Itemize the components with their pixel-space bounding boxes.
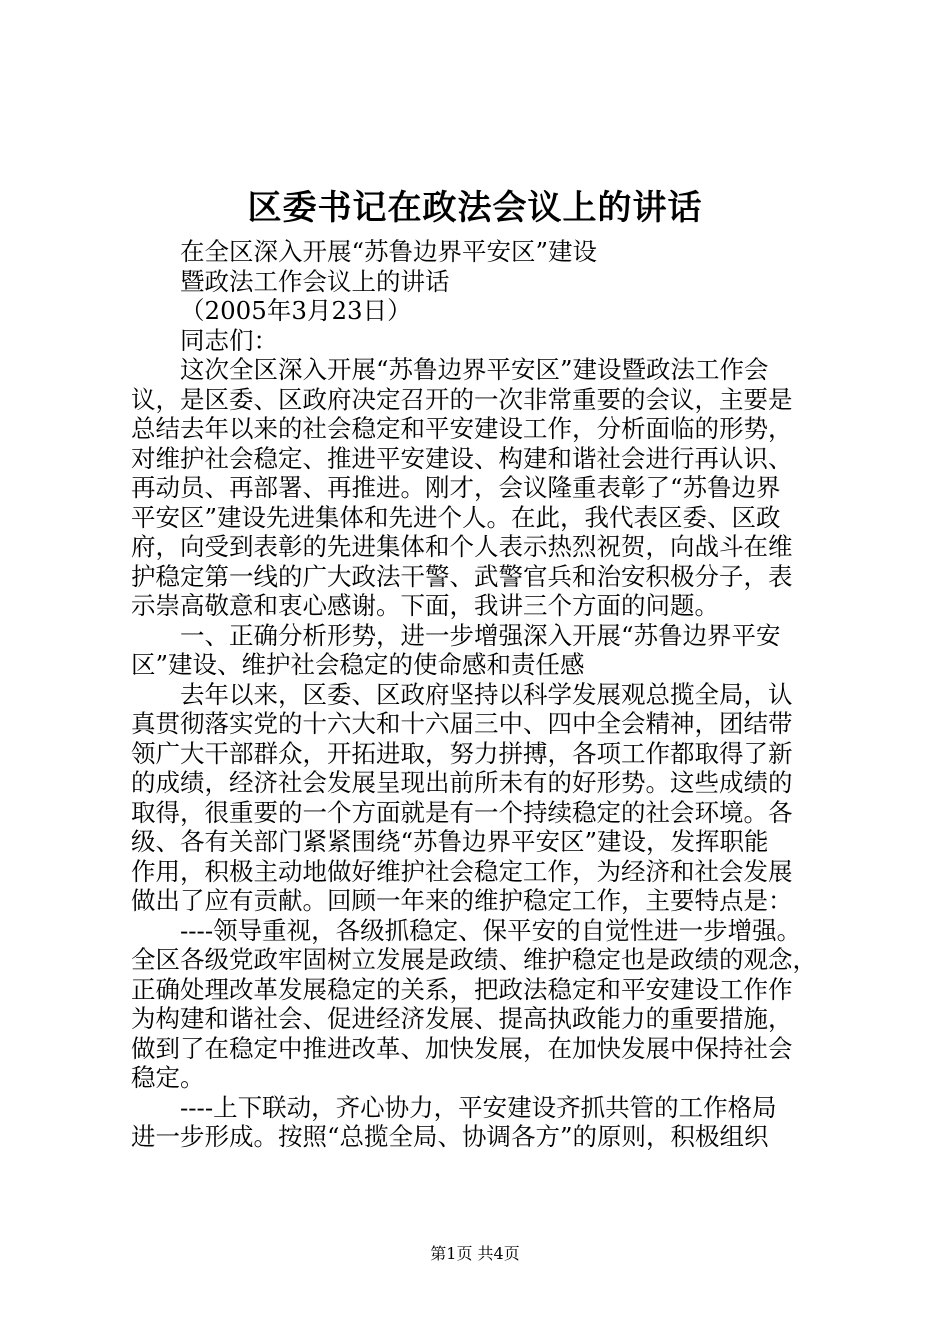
body-line: 区”建设、维护社会稳定的使命感和责任感 [131,650,585,679]
body-line: 在全区深入开展“苏鲁边界平安区”建设 [180,237,598,266]
body-line: 稳定。 [131,1063,205,1092]
body-line: 护稳定第一线的广大政法干警、武警官兵和治安积极分子，表 [131,561,793,591]
document-title: 区委书记在政法会议上的讲话 [247,188,703,228]
body-line: 取得，很重要的一个方面就是有一个持续稳定的社会环境。各 [131,797,793,827]
body-line: 全区各级党政牢固树立发展是政绩、维护稳定也是政绩的观念， [131,945,817,974]
body-line: 进一步形成。按照“总揽全局、协调各方”的原则，积极组织 [131,1122,769,1151]
body-line: 的成绩，经济社会发展呈现出前所未有的好形势。这些成绩的 [131,768,793,797]
body-line: 示崇高敬意和衷心感谢。下面，我讲三个方面的问题。 [131,591,719,620]
body-line: （2005年3月23日） [180,296,412,325]
document-body [131,237,831,1152]
body-line: 对维护社会稳定、推进平安建设、构建和谐社会进行再认识、 [131,443,793,473]
body-line: 府，向受到表彰的先进集体和个人表示热烈祝贺，向战斗在维 [131,532,793,561]
body-line: 做到了在稳定中推进改革、加快发展，在加快发展中保持社会 [131,1033,793,1063]
body-line: 真贯彻落实党的十六大和十六届三中、四中全会精神，团结带 [131,709,793,738]
page-footer: 第1页 共4页 [430,1244,520,1263]
body-line: 总结去年以来的社会稳定和平安建设工作，分析面临的形势， [131,414,793,443]
body-line: 议，是区委、区政府决定召开的一次非常重要的会议，主要是 [131,384,793,414]
body-line: 这次全区深入开展“苏鲁边界平安区”建设暨政法工作会 [180,355,769,384]
body-line: 平安区”建设先进集体和先进个人。在此，我代表区委、区政 [131,502,781,532]
body-line: 级、各有关部门紧紧围绕“苏鲁边界平安区”建设，发挥职能 [131,827,769,856]
body-line: 做出了应有贡献。回顾一年来的维护稳定工作，主要特点是： [131,886,793,915]
body-line: 正确处理改革发展稳定的关系，把政法稳定和平安建设工作作 [131,974,793,1004]
body-line: 同志们： [180,325,278,355]
body-line: ----领导重视，各级抓稳定、保平安的自觉性进一步增强。 [180,915,802,945]
body-line: 去年以来，区委、区政府坚持以科学发展观总揽全局，认 [180,679,793,709]
body-line: 暨政法工作会议上的讲话 [180,266,450,296]
body-line: 领广大干部群众，开拓进取，努力拼搏，各项工作都取得了新 [131,738,793,768]
body-line: 再动员、再部署、再推进。刚才，会议隆重表彰了“苏鲁边界 [131,473,781,502]
body-line: 一、正确分析形势，进一步增强深入开展“苏鲁边界平安 [180,620,781,650]
body-line: 为构建和谐社会、促进经济发展、提高执政能力的重要措施， [131,1004,793,1033]
body-line: ----上下联动，齐心协力，平安建设齐抓共管的工作格局 [180,1092,777,1122]
body-line: 作用，积极主动地做好维护社会稳定工作，为经济和社会发展 [131,856,793,886]
